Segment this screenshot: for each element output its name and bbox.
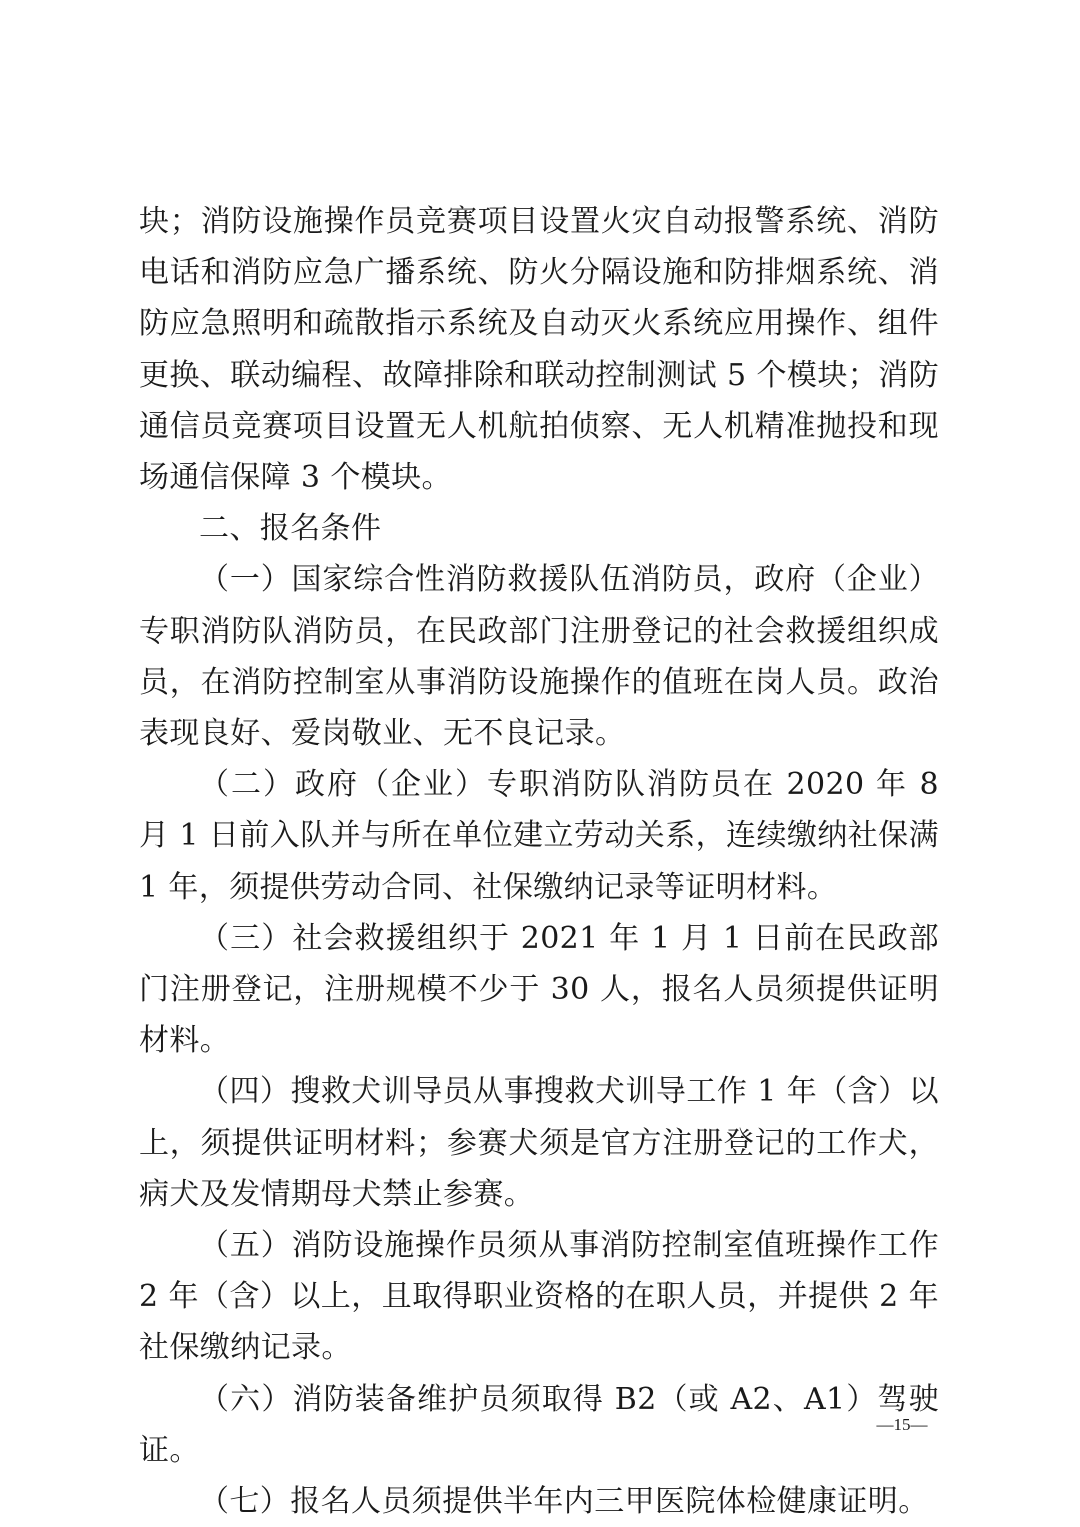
section-heading: 二、报名条件 [199, 511, 382, 547]
paragraph-item-2: （二）政府（企业）专职消防队消防员在 2020 年 8 月 1 日前入队并与所在单位建立劳动关系，连续缴纳社保满 1 年，须提供劳动合同、社保缴纳记录等证明材料。 [139, 767, 939, 905]
paragraph-item-7: （七）报名人员须提供半年内三甲医院体检健康证明。 [199, 1484, 929, 1520]
document-body [139, 196, 939, 1527]
paragraph-item-1: （一）国家综合性消防救援队伍消防员，政府（企业）专职消防队消防员，在民政部门注册登记的社会救援组织成员，在消防控制室从事消防设施操作的值班在岗人员。政治表现良好、爱岗敬业、无不良记录。 [139, 562, 939, 752]
paragraph-item-3: （三）社会救援组织于 2021 年 1 月 1 日前在民政部门注册登记，注册规模不少于 30 人，报名人员须提供证明材料。 [139, 920, 939, 1059]
paragraph-item-5: （五）消防设施操作员须从事消防控制室值班操作工作 2 年（含）以上，且取得职业资格的在职人员，并提供 2 年社保缴纳记录。 [139, 1228, 939, 1366]
paragraph-item-6: （六）消防装备维护员须取得 B2（或 A2、A1）驾驶证。 [139, 1381, 939, 1468]
paragraph-item-4: （四）搜救犬训导员从事搜救犬训导工作 1 年（含）以上，须提供证明材料；参赛犬须是官方注册登记的工作犬，病犬及发情期母犬禁止参赛。 [139, 1074, 939, 1212]
page-number: —15— [876, 1415, 928, 1434]
paragraph-continuation: 块；消防设施操作员竞赛项目设置火灾自动报警系统、消防电话和消防应急广播系统、防火分隔设施和防排烟系统、消防应急照明和疏散指示系统及自动灭火系统应用操作、组件更换、联动编程、故障排除和联动控制测试 5 个模块；消防通信员竞赛项目设置无人机航拍侦察、无人机精准抛投和现场通信保障 3 个模块。 [139, 204, 939, 496]
